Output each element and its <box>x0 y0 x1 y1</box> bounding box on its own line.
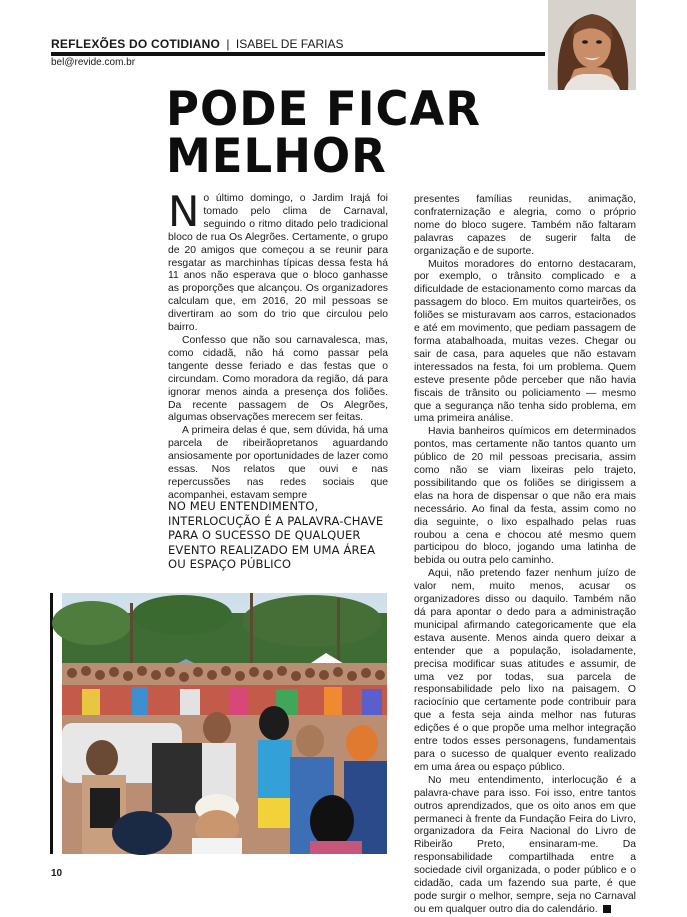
carnival-crowd-photo <box>62 593 387 854</box>
article-paragraph: No último domingo, o Jardim Irajá foi tomado pelo clima de Carnaval, seguindo o ritmo ditado pelo tradicional bloco de rua Os Alegrões. Certamente, o grupo de 20 amigos que começou a se reunir para resgatar as marchinhas típicas dessa festa há 11 anos não esperava que o bloco ganhasse as proporções que alcançou. Os organizadores calculam que, em 2016, 20 mil pessoas se divertiram ao som do trio que circulou pelo bairro. <box>168 187 388 334</box>
article-paragraph: A primeira delas é que, sem dúvida, há uma parcela de ribeirãopretanos aguardando ansiosamente por oportunidades de lazer como essas. Nos relatos que ouvi e nas repercussões nas redes sociais que acompanhei, estavam sempre <box>168 425 388 501</box>
article-paragraph: Muitos moradores do entorno destacaram, por exemplo, o trânsito complicado e a dificuldade de estacionamento como marcas da passagem do bloco. Em muitos quarteirões, os foliões se misturavam aos carros, estacionados e até em movimento, que pediam passagem de forma atabalhoada, muitas vezes. Chegar ou sair de casa, para aqueles que não estavam interessados na festa, foi um problema. Quem esteve presente pôde perceber que não havia fiscais de trânsito ou policiamento — mesmo que a segurança não tenha sido problema, em uma primeira análise. <box>414 258 636 425</box>
author-portrait <box>548 0 636 90</box>
drop-cap: N <box>168 187 200 236</box>
column-header <box>51 36 545 52</box>
article-paragraph: presentes famílias reunidas, animação, confraternização e alegria, como o próprio nome do bloco sugere. Também não faltaram palavras capazes de sugerir falta de organização e de suporte. <box>414 194 636 257</box>
section-name: REFLEXÕES DO COTIDIANO <box>51 37 221 51</box>
header-rule <box>51 52 545 56</box>
article-paragraph: Aqui, não pretendo fazer nenhum juízo de valor nem, muito menos, acusar os organizadores disso ou daquilo. Também não dá para apontar o dedo para a administração municipal afirmando categoricamente que ela estava ausente. Menos ainda quero deixar a entender que a população, isoladamente, precisa modificar suas atitudes e assumir, de uma vez por todas, sua parcela de responsabilidade pelo lixo na paisagem. O raciocínio que certamente pode contribuir para que a festa seja ainda melhor nas futuras edições é o que propõe uma melhor integração entre todos esses personagens, fundamentais para o sucesso de qualquer evento realizado em uma área ou espaço público. <box>414 568 636 773</box>
article-column-left <box>168 187 388 503</box>
title-line-2: MELHOR <box>166 128 387 184</box>
article-column-right <box>414 194 636 917</box>
header-separator: | <box>226 37 230 51</box>
article-title <box>166 80 496 184</box>
title-line-1: PODE FICAR <box>166 80 481 137</box>
end-of-article-mark <box>603 905 611 913</box>
photo-accent-bar <box>50 593 53 854</box>
article-paragraph: Confesso que não sou carnavalesca, mas, como cidadã, não há como passar pela tangente desse feriado e das festas que o circundam. Como moradora da região, dá para ignorar menos ainda a presença dos foliões. Da recente passagem de Os Alegrões, algumas observações merecem ser feitas. <box>168 334 388 424</box>
pull-quote: NO MEU ENTENDIMENTO, INTERLOCUÇÃO É A PALAVRA-CHAVE PARA O SUCESSO DE QUALQUER EVENTO REALIZADO EM UMA ÁREA OU ESPAÇO PÚBLICO <box>168 499 384 572</box>
article-paragraph: Havia banheiros químicos em determinados pontos, mas certamente não tantos quanto um público de 20 mil pessoas precisaria, assim como não se viam lixeiras pelo trajeto, possibilitando que os foliões se dirigissem a elas na hora de dispensar o que não era mais necessário. Ao final da festa, assim como no dia seguinte, o lixo espalhado pelas ruas roubou a cena e chocou até mesmo quem participou do bloco, jogando uma latinha de bebida ou outra pelo caminho. <box>414 426 636 567</box>
author-email: bel@revide.com.br <box>51 57 136 68</box>
page-number: 10 <box>51 868 63 879</box>
article-paragraph: No meu entendimento, interlocução é a palavra-chave para isso. Foi isso, entre tantos outros aprendizados, que os oito anos em que permaneci à frente da Fundação Feira do Livro, organizadora da Feira Nacional do Livro de Ribeirão Preto, ensinaram-me. Da responsabilidade compartilhada entre a sociedade civil organizada, o poder público e o cidadão, cada um fazendo sua parte, é que pode surgir o melhor, sempre, seja no Carnaval ou em qualquer outro dia do calendário. <box>414 774 636 915</box>
author-name: ISABEL DE FARIAS <box>235 37 344 51</box>
